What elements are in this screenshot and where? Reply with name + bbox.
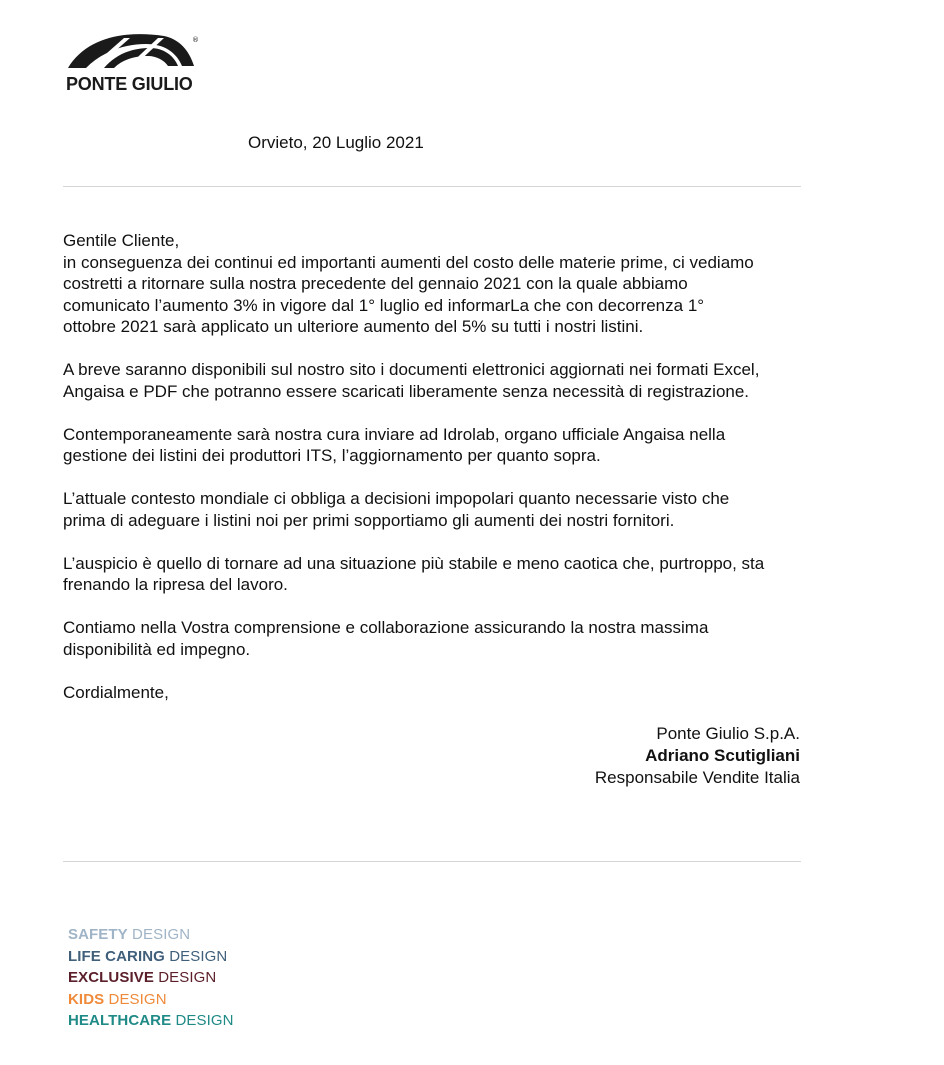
brand-safety-design: SAFETY DESIGN [68, 926, 191, 943]
paragraph-line: L’attuale contesto mondiale ci obbliga a decisioni impopolari quanto necessarie visto che [63, 489, 730, 508]
closing [63, 682, 808, 704]
paragraph-line: frenando la ripresa del lavoro. [63, 575, 288, 594]
paragraph-line: in conseguenza dei continui ed importanti aumenti del costo delle materie prime, ci vediamo [63, 252, 754, 272]
bridge-arch-icon [64, 30, 204, 70]
top-divider [63, 186, 801, 187]
brand-lines [68, 924, 234, 1032]
paragraph-line: prima di adeguare i listini noi per primi sopportiamo gli aumenti dei nostri fornitori. [63, 510, 675, 530]
letter-body [63, 230, 808, 725]
paragraph-line: disponibilità ed impegno. [63, 639, 251, 659]
paragraph-website [63, 359, 808, 402]
letter-date: Orvieto, 20 Luglio 2021 [248, 133, 424, 152]
signature-company: Ponte Giulio S.p.A. [656, 724, 800, 743]
company-name: PONTE GIULIO [66, 74, 193, 94]
signature-block [595, 723, 800, 789]
signature-role: Responsabile Vendite Italia [594, 768, 800, 787]
paragraph-idrolab [63, 424, 808, 467]
greeting: Gentile Cliente, [63, 231, 180, 250]
paragraph-line: Contiamo nella Vostra comprensione e collaborazione assicurando la nostra massima [63, 618, 709, 637]
paragraph-context [63, 488, 808, 531]
paragraph-line: ottobre 2021 sarà applicato un ulteriore aumento del 5% su tutti i nostri listini. [63, 317, 644, 336]
paragraph-line: comunicato l’aumento 3% in vigore dal 1° luglio ed informarLa che con decorrenza 1° [63, 295, 705, 315]
brand-exclusive-design: EXCLUSIVE DESIGN [68, 969, 217, 986]
paragraph-line: costretti a ritornare sulla nostra precedente del gennaio 2021 con la quale abbiamo [63, 274, 688, 293]
paragraph-line: L’auspicio è quello di tornare ad una situazione più stabile e meno caotica che, purtroppo, sta [63, 553, 765, 573]
brand-kids-design: KIDS DESIGN [68, 990, 167, 1008]
brand-healthcare-design: HEALTHCARE DESIGN [68, 1012, 234, 1029]
signature-name: Adriano Scutigliani [645, 746, 800, 765]
closing-text: Cordialmente, [63, 682, 169, 702]
paragraph-line: A breve saranno disponibili sul nostro sito i documenti elettronici aggiornati nei formati Excel, [63, 360, 760, 379]
paragraph-line: Contemporaneamente sarà nostra cura inviare ad Idrolab, organo ufficiale Angaisa nella [63, 424, 726, 444]
bottom-divider [63, 861, 801, 862]
paragraph-greeting [63, 230, 808, 338]
paragraph-line: Angaisa e PDF che potranno essere scaricati liberamente senza necessità di registrazione. [63, 381, 750, 401]
paragraph-hope [63, 553, 808, 596]
brand-life-caring-design: LIFE CARING DESIGN [68, 947, 228, 965]
paragraph-line: gestione dei listini dei produttori ITS, l’aggiornamento per quanto sopra. [63, 446, 601, 465]
company-logo [64, 30, 204, 96]
paragraph-thanks [63, 617, 808, 660]
registered-mark: ® [192, 36, 199, 44]
